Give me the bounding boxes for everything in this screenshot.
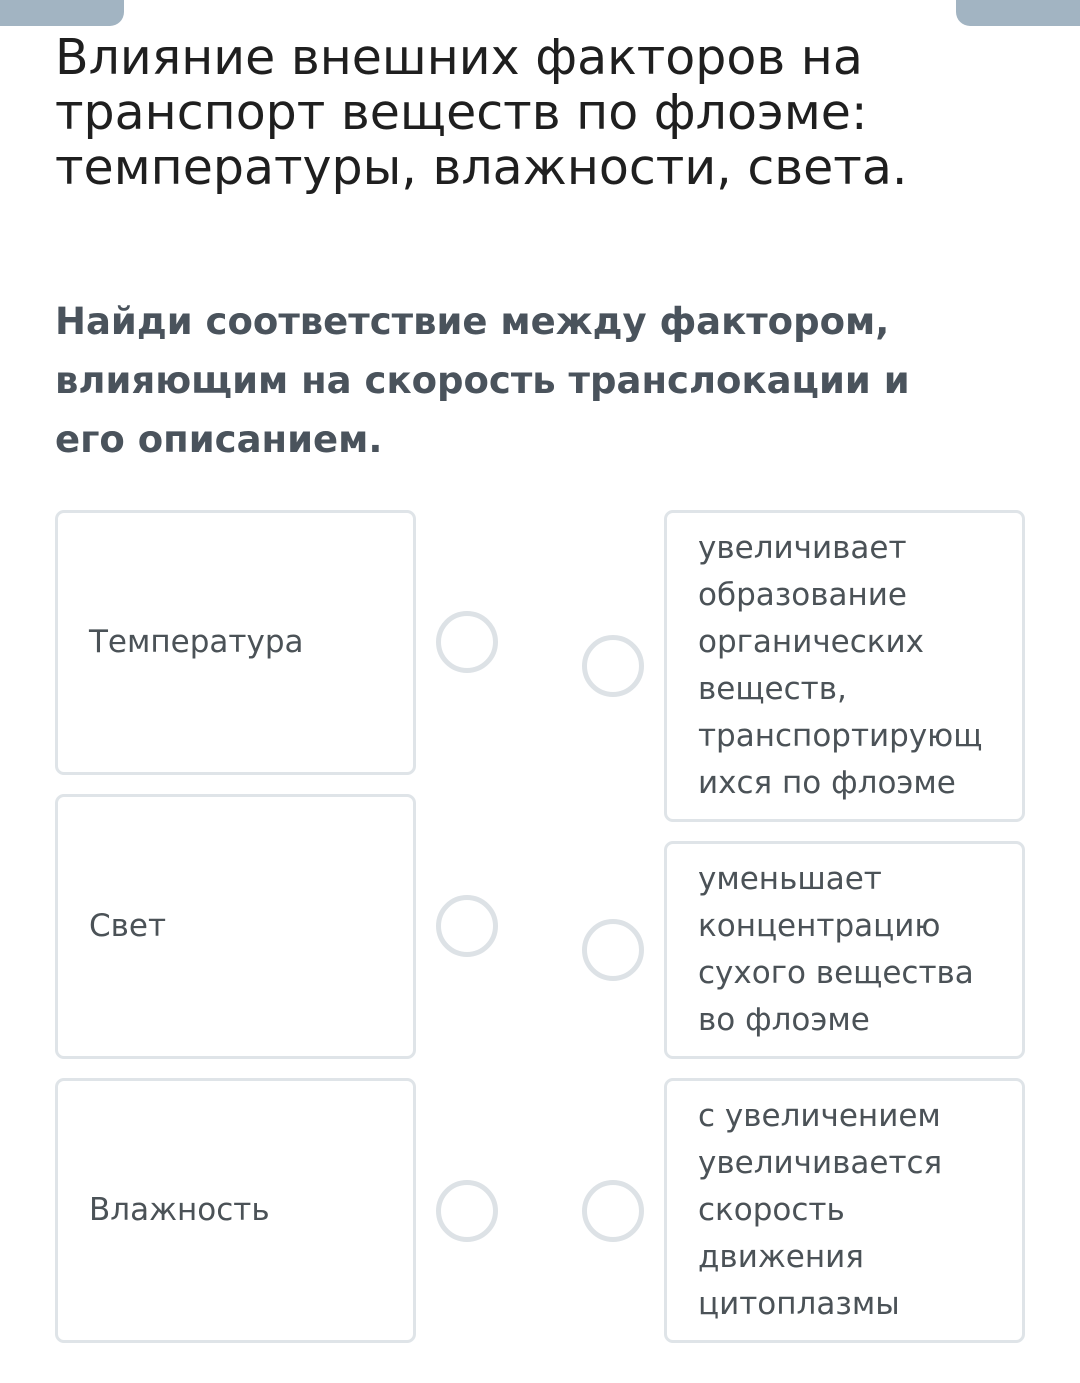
question-text: Найди соответствие между фактором, влияющим на скорость транслокации и его описанием.: [55, 300, 910, 461]
factor-connector-radio[interactable]: [436, 1180, 498, 1242]
factor-card-light[interactable]: [55, 794, 416, 1059]
description-connector-radio[interactable]: [582, 635, 644, 697]
description-label: с увеличением увеличивается скорость движения цитоплазмы: [698, 1098, 943, 1322]
page-title: Влияние внешних факторов на транспорт веществ по флоэме: температуры, влажности, света.: [55, 29, 908, 196]
description-card-dry-matter[interactable]: [664, 841, 1025, 1059]
factor-label: Влажность: [89, 1192, 270, 1228]
top-tab-left[interactable]: [0, 0, 124, 26]
description-card-cytoplasm[interactable]: [664, 1078, 1025, 1343]
factor-label: Температура: [89, 624, 304, 660]
factor-card-humidity[interactable]: [55, 1078, 416, 1343]
description-label: уменьшает концентрацию сухого вещества во флоэме: [698, 861, 974, 1038]
description-connector-radio[interactable]: [582, 919, 644, 981]
top-tab-right[interactable]: [956, 0, 1080, 26]
factor-card-temperature[interactable]: [55, 510, 416, 775]
factor-connector-radio[interactable]: [436, 611, 498, 673]
description-label: увеличивает образование органических веществ, транспортирующ ихся по флоэме: [698, 530, 983, 801]
factor-connector-radio[interactable]: [436, 895, 498, 957]
description-card-organic[interactable]: [664, 510, 1025, 822]
description-connector-radio[interactable]: [582, 1180, 644, 1242]
factor-label: Свет: [89, 908, 167, 944]
